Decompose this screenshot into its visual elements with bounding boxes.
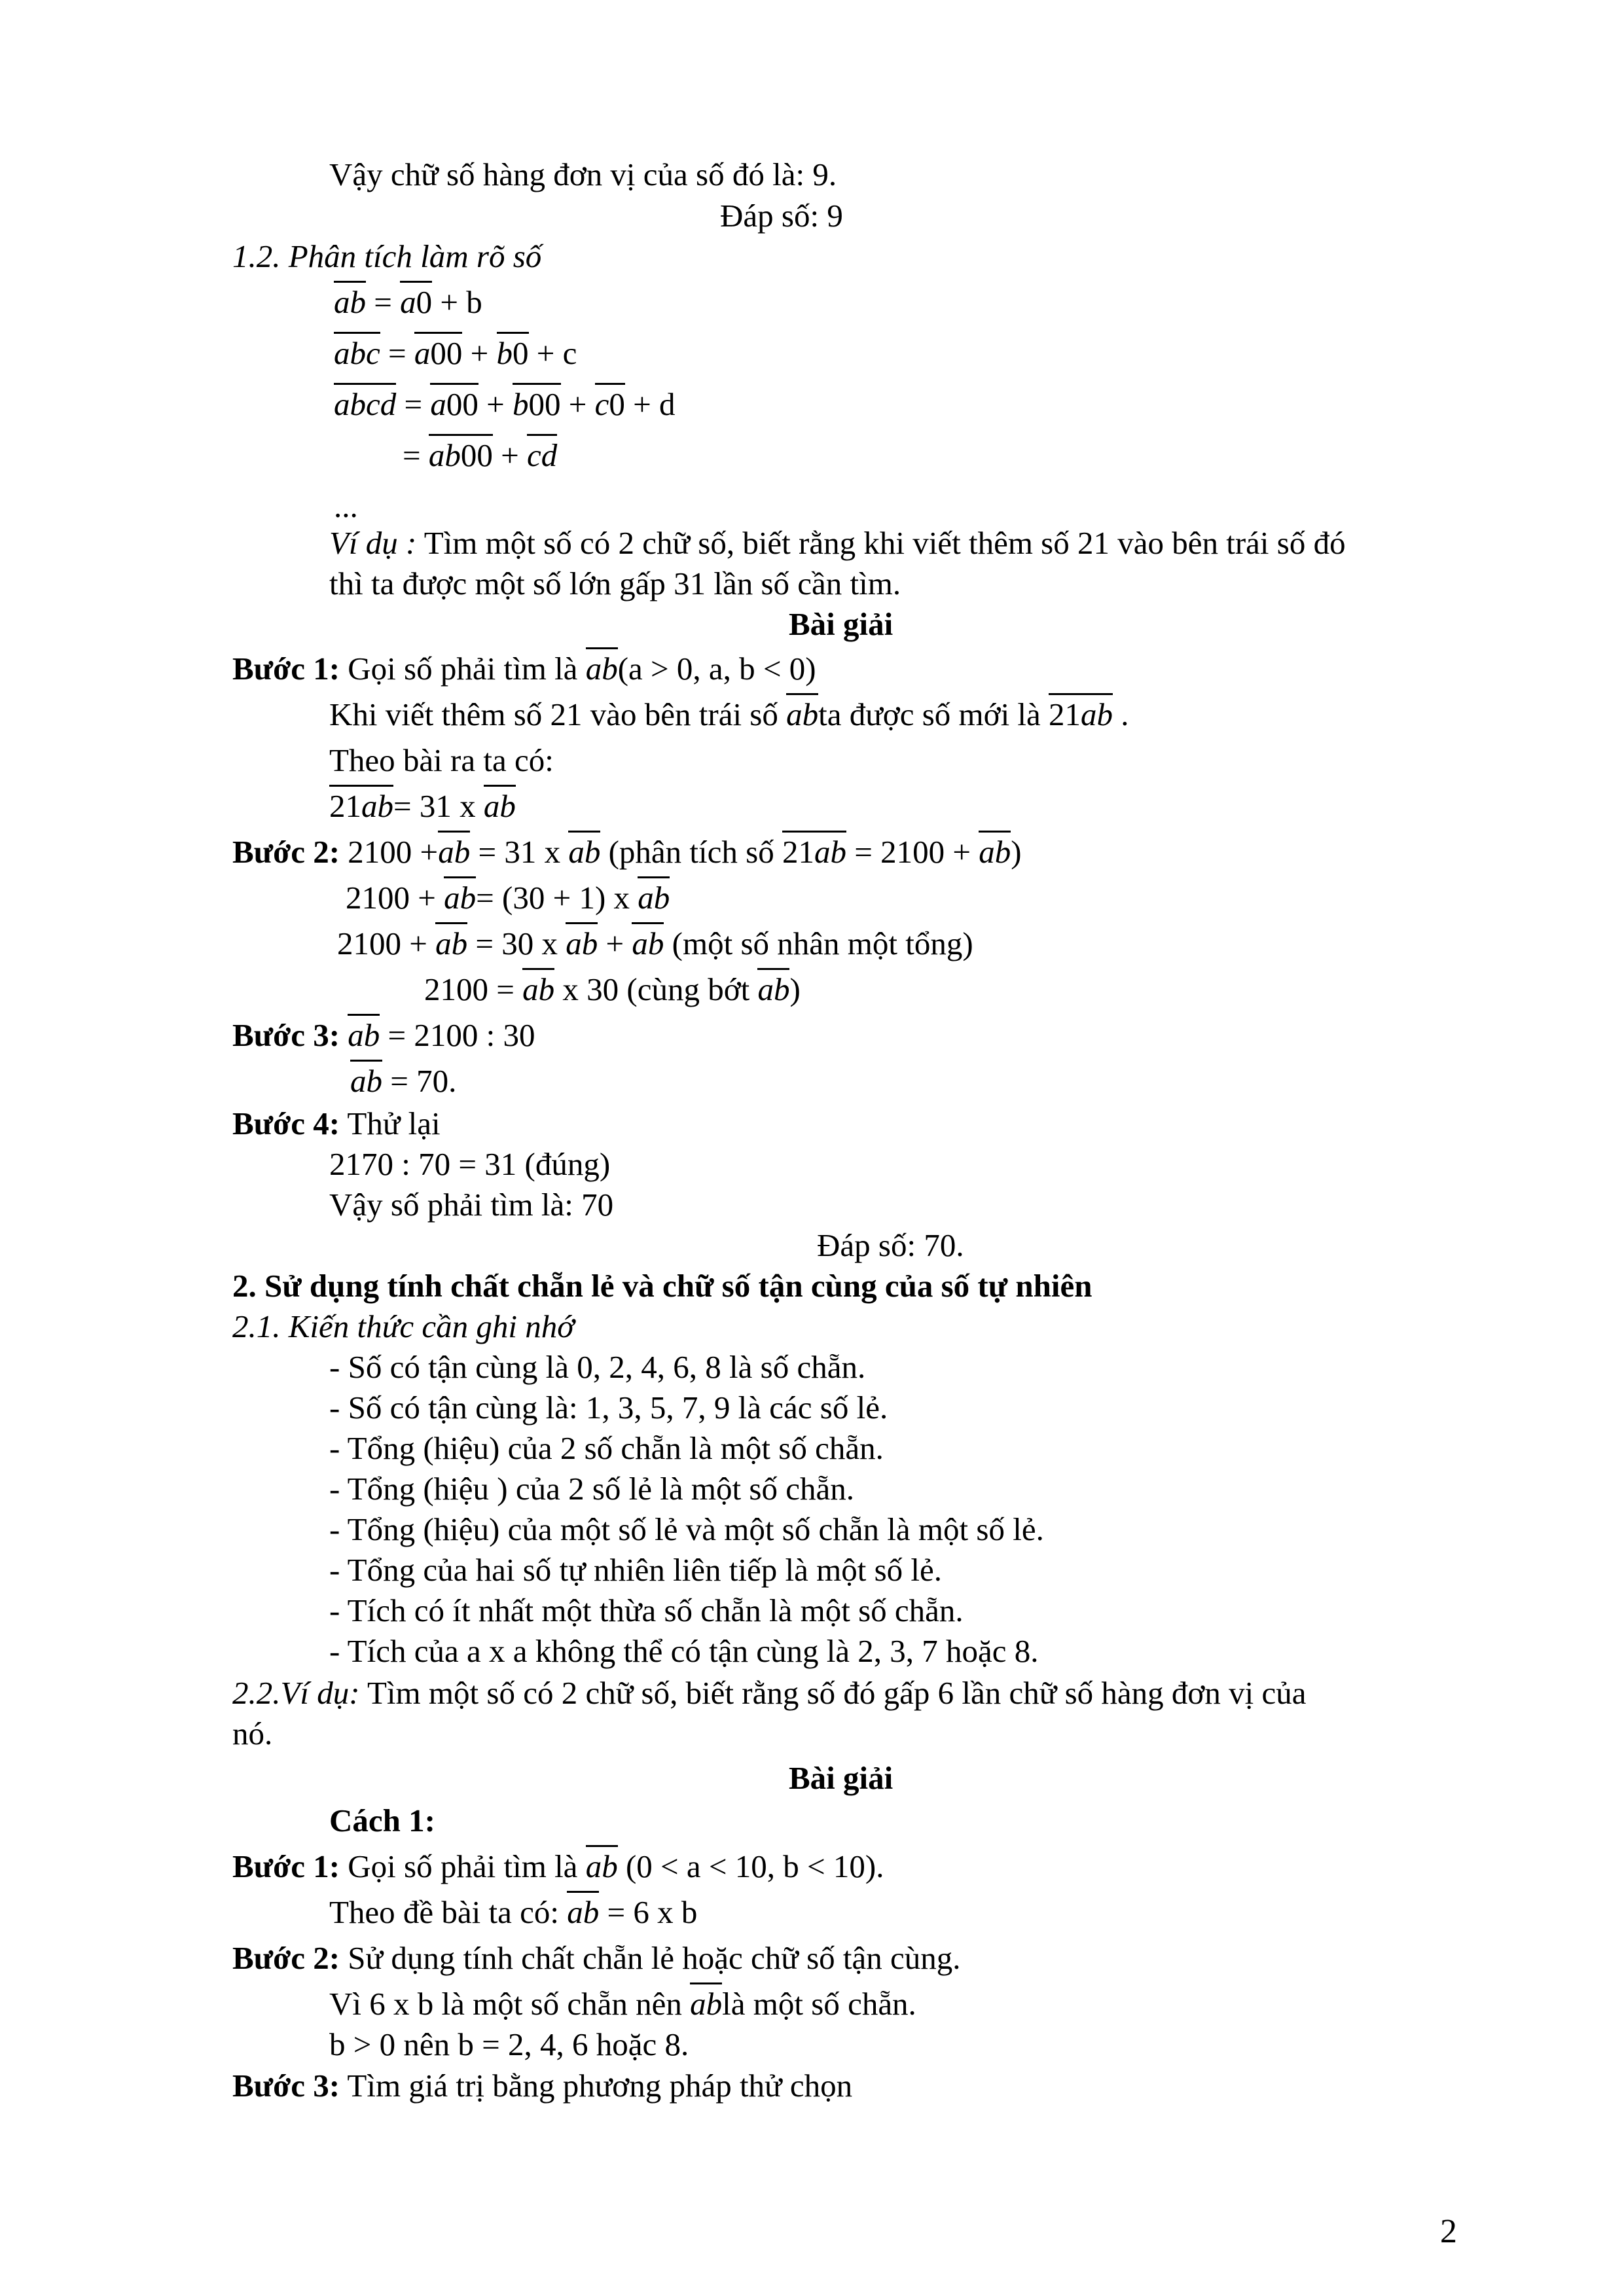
list-item: - Tổng (hiệu) của 2 số chẵn là một số chẵn. [329, 1430, 884, 1466]
text-line: thì ta được một số lớn gấp 31 lần số cần tìm. [329, 565, 901, 601]
example-line: 2.2.Ví dụ: Tìm một số có 2 chữ số, biết rằng số đó gấp 6 lần chữ số hàng đơn vị của [232, 1675, 1307, 1711]
text-line: Vì 6 x b là một số chẵn nên ablà một số chẵn. [329, 1983, 916, 2025]
text-line: Theo đề bài ta có: ab = 6 x b [329, 1892, 697, 1933]
step-line: Bước 3: Tìm giá trị bằng phương pháp thử chọn [232, 2068, 853, 2104]
text-line: nó. [232, 1715, 273, 1751]
formula-line: 2100 = ab x 30 (cùng bớt ab) [424, 969, 801, 1011]
text-line: Khi viết thêm số 21 vào bên trái số abta được số mới là 21ab . [329, 694, 1129, 736]
page-number: 2 [1440, 2213, 1457, 2250]
formula-line: = ab00 + cd [403, 435, 557, 476]
step-line: Bước 4: Thử lại [232, 1105, 441, 1141]
ellipsis-line: ... [334, 488, 358, 524]
solution-heading: Bài giải [789, 1760, 893, 1796]
list-item: - Tổng của hai số tự nhiên liên tiếp là một số lẻ. [329, 1552, 943, 1588]
text-line: Theo bài ra ta có: [329, 742, 554, 778]
step-line: Bước 2: 2100 +ab = 31 x ab (phân tích số 21ab = 2100 + ab) [232, 831, 1022, 873]
formula-line: ab = a0 + b [334, 281, 482, 323]
method-heading: Cách 1: [329, 1803, 435, 1839]
solution-heading: Bài giải [789, 606, 893, 642]
list-item: - Tích của a x a không thể có tận cùng là 2, 3, 7 hoặc 8. [329, 1633, 1039, 1669]
list-item: - Tích có ít nhất một thừa số chẵn là một số chẵn. [329, 1592, 964, 1628]
example-line: Ví dụ : Tìm một số có 2 chữ số, biết rằng khi viết thêm số 21 vào bên trái số đó [329, 525, 1346, 561]
step-line: Bước 1: Gọi số phải tìm là ab (0 < a < 10, b < 10). [232, 1846, 884, 1888]
step-line: Bước 2: Sử dụng tính chất chẵn lẻ hoặc chữ số tận cùng. [232, 1940, 961, 1976]
section-subheading: 1.2. Phân tích làm rõ số [232, 238, 542, 274]
list-item: - Tổng (hiệu ) của 2 số lẻ là một số chẵn. [329, 1471, 854, 1507]
step-line: Bước 3: ab = 2100 : 30 [232, 1014, 535, 1056]
text-line: 2170 : 70 = 31 (đúng) [329, 1146, 611, 1182]
list-item: - Tổng (hiệu) của một số lẻ và một số chẵn là một số lẻ. [329, 1511, 1044, 1547]
answer-line: Đáp số: 70. [817, 1227, 964, 1263]
formula-line: abc = a00 + b0 + c [334, 332, 577, 374]
formula-line: abcd = a00 + b00 + c0 + d [334, 384, 676, 425]
text-line: Vậy số phải tìm là: 70 [329, 1187, 614, 1223]
text-line: Vậy chữ số hàng đơn vị của số đó là: 9. [329, 156, 837, 192]
section-subheading: 2.1. Kiến thức cần ghi nhớ [232, 1308, 575, 1344]
step-line: Bước 1: Gọi số phải tìm là ab(a > 0, a, b < 0) [232, 648, 816, 690]
formula-line: 21ab= 31 x ab [329, 785, 516, 827]
text-line: b > 0 nên b = 2, 4, 6 hoặc 8. [329, 2026, 689, 2062]
section-heading: 2. Sử dụng tính chất chẵn lẻ và chữ số tận cùng của số tự nhiên [232, 1268, 1092, 1304]
list-item: - Số có tận cùng là: 1, 3, 5, 7, 9 là các số lẻ. [329, 1390, 888, 1426]
formula-line: 2100 + ab= (30 + 1) x ab [346, 877, 670, 919]
list-item: - Số có tận cùng là 0, 2, 4, 6, 8 là số chẵn. [329, 1349, 866, 1385]
formula-line: 2100 + ab = 30 x ab + ab (một số nhân một tổng) [337, 923, 973, 965]
formula-line: ab = 70. [350, 1060, 456, 1102]
answer-line: Đáp số: 9 [720, 198, 843, 234]
